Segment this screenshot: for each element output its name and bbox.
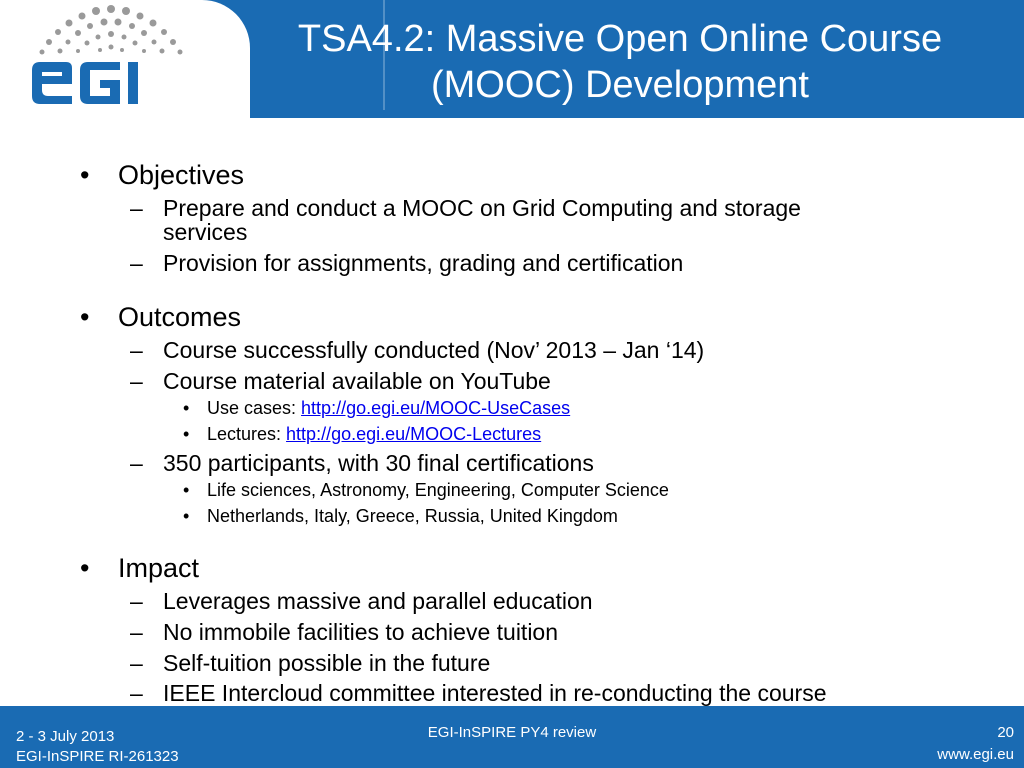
dash-icon: – xyxy=(130,619,143,645)
footer-url[interactable]: www.egi.eu xyxy=(937,746,1014,763)
egi-logo-icon xyxy=(28,60,168,106)
dash-icon: – xyxy=(130,588,143,614)
list-item xyxy=(130,589,890,613)
sub-item-label: Lectures: xyxy=(207,424,287,444)
sub-list-item xyxy=(183,423,541,445)
slide-title-line-1: TSA4.2: Massive Open Online Course xyxy=(297,18,943,60)
dash-icon: – xyxy=(130,368,143,394)
dash-icon: – xyxy=(130,250,143,276)
slide-title-line-2: (MOOC) Development xyxy=(431,64,809,106)
section-heading: Outcomes xyxy=(118,302,242,332)
list-item xyxy=(130,451,890,475)
list-item-text: Leverages massive and parallel education xyxy=(163,588,593,614)
logo-dots-icon xyxy=(26,2,196,60)
list-item-text: Provision for assignments, grading and certification xyxy=(163,250,684,276)
list-item-text: 350 participants, with 30 final certifications xyxy=(163,450,594,476)
footer-date: 2 - 3 July 2013 xyxy=(16,728,115,745)
list-item-text: Course material available on YouTube xyxy=(163,368,551,394)
section-heading: Impact xyxy=(118,553,200,583)
slide-title xyxy=(240,16,1000,108)
dash-icon: – xyxy=(130,337,143,363)
list-item-text: Prepare and conduct a MOOC on Grid Computing and storage services xyxy=(163,195,801,245)
sub-item-label: Use cases: xyxy=(207,398,302,418)
footer-project-id: EGI-InSPIRE RI-261323 xyxy=(16,748,179,765)
page-number: 20 xyxy=(997,724,1014,741)
list-item-text: IEEE Intercloud committee interested in re-conducting the course xyxy=(163,680,827,706)
footer-event: EGI-InSPIRE PY4 review xyxy=(427,724,597,741)
slide-header xyxy=(0,0,1024,118)
list-item-text: Self-tuition possible in the future xyxy=(163,650,491,676)
list-item xyxy=(130,620,890,644)
list-item xyxy=(130,196,890,244)
lectures-link[interactable]: http://go.egi.eu/MOOC-Lectures xyxy=(286,424,542,444)
list-item xyxy=(130,338,890,362)
use-cases-link[interactable]: http://go.egi.eu/MOOC-UseCases xyxy=(301,398,571,418)
list-item xyxy=(130,251,890,275)
bullet-icon: • xyxy=(183,398,190,418)
bullet-icon: • xyxy=(80,553,90,583)
bullet-icon: • xyxy=(183,506,190,526)
section-heading: Objectives xyxy=(118,160,245,190)
bullet-icon: • xyxy=(80,160,90,190)
list-item xyxy=(130,681,950,705)
bullet-icon: • xyxy=(80,302,90,332)
sub-list-item xyxy=(183,505,618,527)
dash-icon: – xyxy=(130,450,143,476)
list-item xyxy=(130,369,890,393)
sub-item-text: Netherlands, Italy, Greece, Russia, United Kingdom xyxy=(207,506,618,526)
list-item-text: No immobile facilities to achieve tuition xyxy=(163,619,559,645)
bullet-icon: • xyxy=(183,424,190,444)
sub-item-text: Life sciences, Astronomy, Engineering, Computer Science xyxy=(207,480,669,500)
dash-icon: – xyxy=(130,195,143,221)
bullet-icon: • xyxy=(183,480,190,500)
sub-list-item xyxy=(183,397,570,419)
logo-panel xyxy=(0,0,250,118)
slide-footer xyxy=(0,706,1024,768)
sub-list-item xyxy=(183,479,669,501)
dash-icon: – xyxy=(130,680,143,706)
list-item xyxy=(130,651,890,675)
list-item-text: Course successfully conducted (Nov’ 2013 – Jan ‘14) xyxy=(163,337,705,363)
dash-icon: – xyxy=(130,650,143,676)
